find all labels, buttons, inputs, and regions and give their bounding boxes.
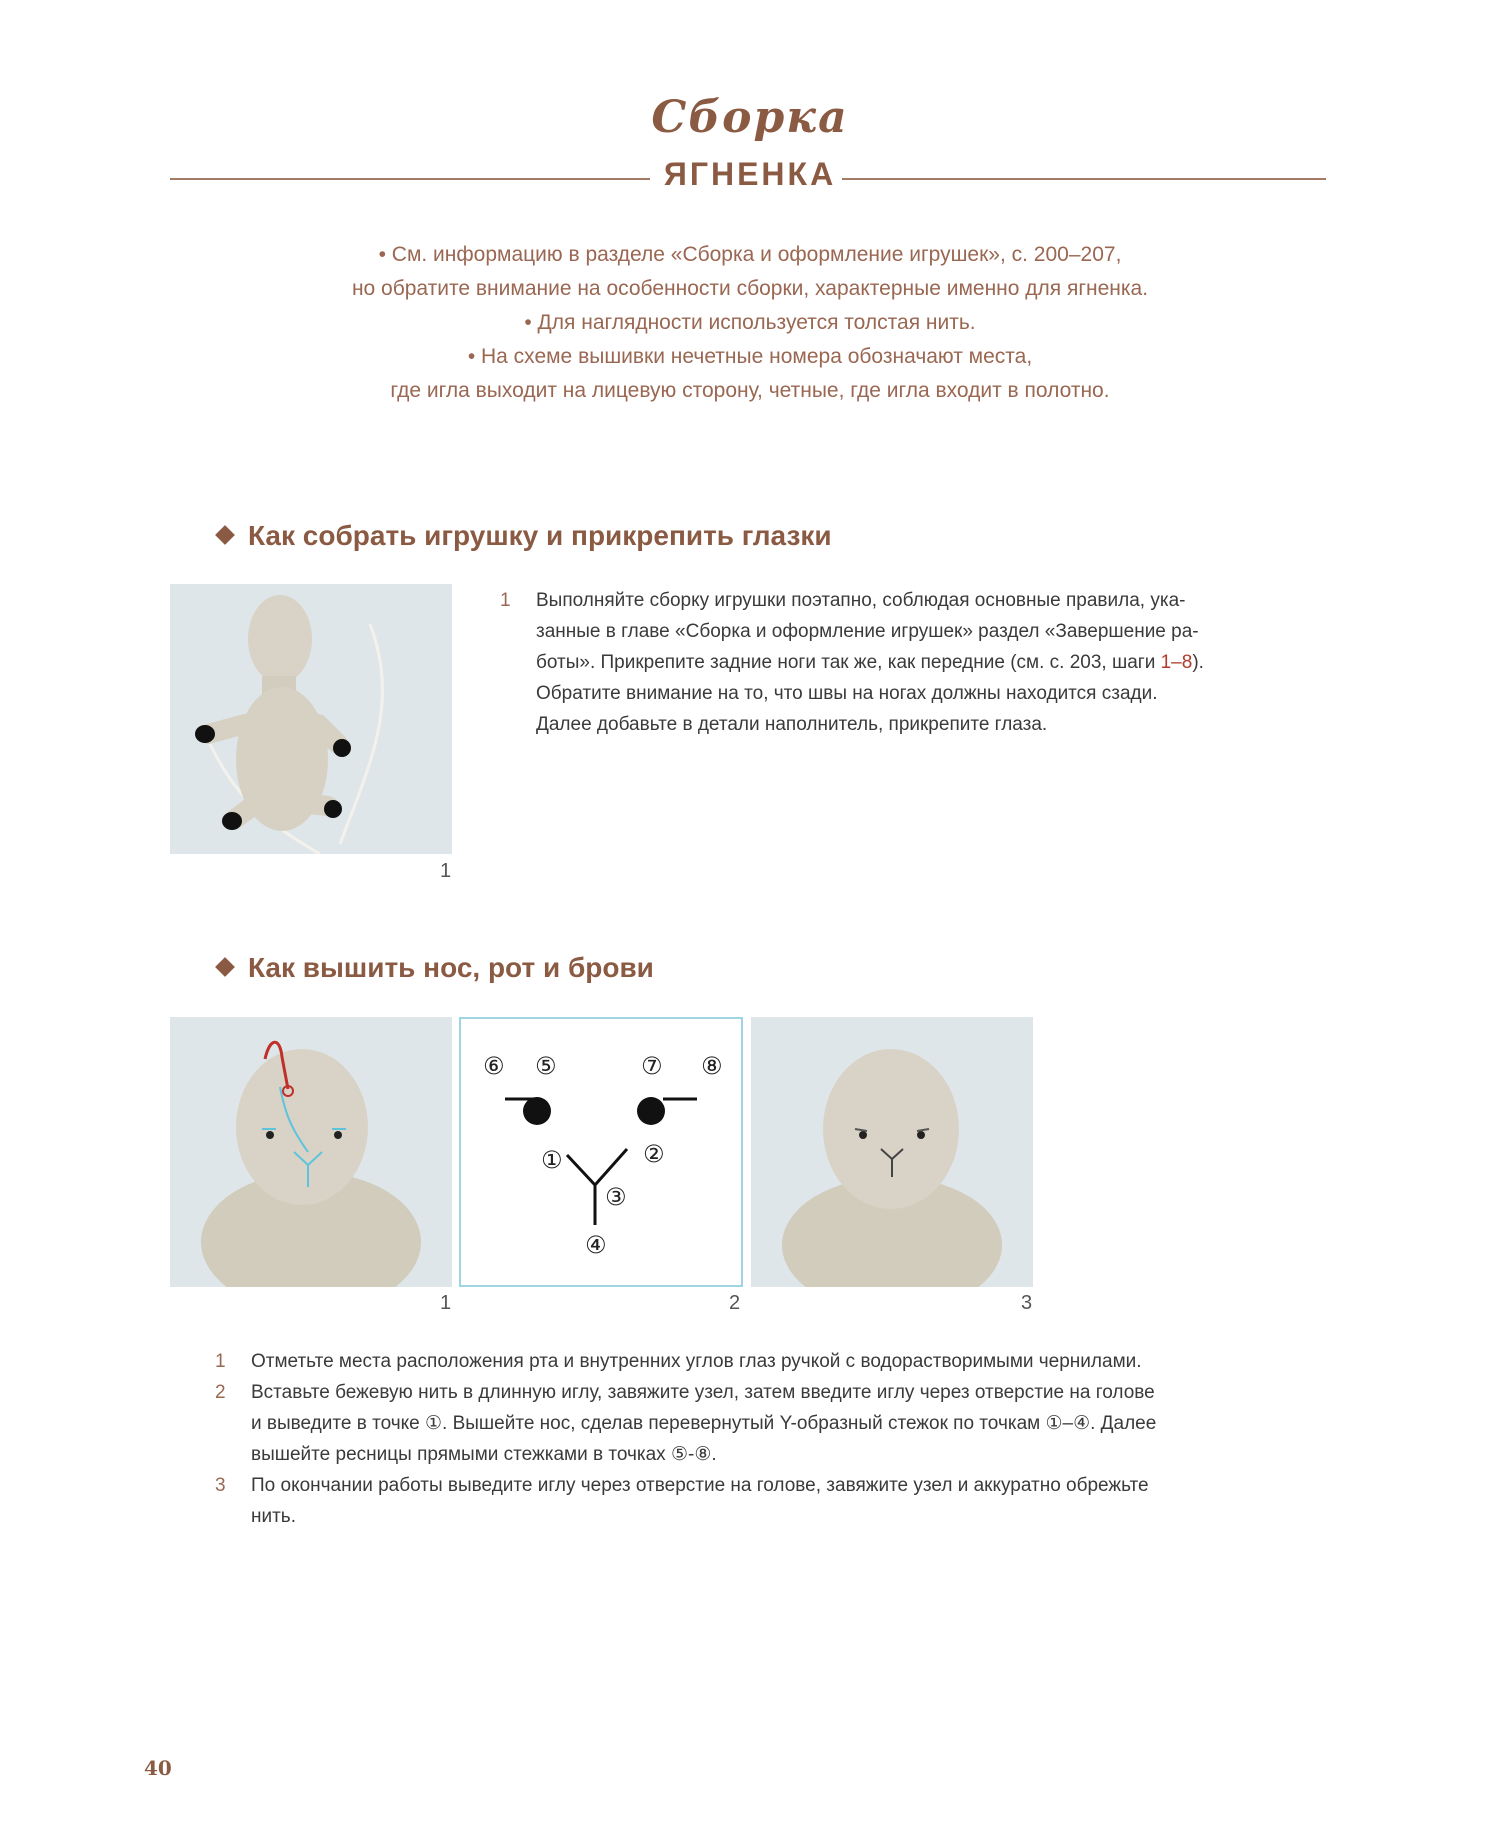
text-line: Вставьте бежевую нить в длинную иглу, завяжите узел, затем введите иглу через отверстие на голове — [251, 1382, 1155, 1403]
text-line: занные в главе «Сборка и оформление игрушек» раздел «Завершение ра- — [536, 621, 1199, 642]
diagram-point-5: ⑤ — [535, 1052, 557, 1080]
embroidery-instructions — [215, 1346, 1235, 1532]
step-number: 1 — [500, 590, 511, 611]
instruction-step — [215, 1346, 1235, 1377]
photo-caption: 1 — [440, 860, 452, 882]
section-heading-text: Как собрать игрушку и прикрепить глазки — [248, 520, 832, 551]
step-number: 2 — [215, 1382, 226, 1403]
text-line: По окончании работы выведите иглу через отверстие на голове, завяжите узел и аккуратно обрежьте — [251, 1475, 1149, 1496]
diagram-point-8: ⑧ — [701, 1052, 723, 1080]
page-title: ЯГНЕНКА — [663, 156, 837, 192]
photo-caption: 3 — [1021, 1292, 1033, 1314]
diagram-point-6: ⑥ — [483, 1052, 505, 1080]
text-line: Отметьте места расположения рта и внутренних углов глаз ручкой с водорастворимыми чернилами. — [251, 1351, 1142, 1372]
section-heading-assembly — [218, 520, 832, 552]
diagram-point-7: ⑦ — [641, 1052, 663, 1080]
text-line: боты». Прикрепите задние ноги так же, как передние (см. с. 203, шаги — [536, 652, 1161, 673]
lamb-finished-illustration — [751, 1017, 1033, 1287]
text-line: вышейте ресницы прямыми стежками в точках ⑤-⑧. — [251, 1444, 717, 1465]
diamond-bullet-icon — [215, 525, 235, 545]
diagram-point-4: ④ — [585, 1231, 607, 1259]
step-reference: 1–8 — [1160, 652, 1193, 673]
text-line: и выведите в точке ①. Вышейте нос, сделав перевернутый Y-образный стежок по точкам ①–④. Далее — [251, 1413, 1157, 1434]
text-line: Обратите внимание на то, что швы на ногах должны находится сзади. — [536, 683, 1158, 704]
lamb-body-illustration — [170, 584, 452, 854]
diagram-point-2: ② — [643, 1140, 665, 1168]
lamb-head-marked-illustration — [170, 1017, 452, 1287]
text-line: Выполняйте сборку игрушки поэтапно, соблюдая основные правила, ука- — [536, 590, 1186, 611]
script-title: Сборка — [651, 92, 849, 143]
photo-caption: 1 — [440, 1292, 452, 1314]
title-rule-right — [842, 178, 1326, 180]
intro-notes — [250, 238, 1250, 408]
diagram-point-1: ① — [541, 1146, 563, 1174]
step-number: 3 — [215, 1475, 226, 1496]
photo-caption: 2 — [729, 1292, 741, 1314]
intro-line: • См. информацию в разделе «Сборка и оформление игрушек», с. 200–207, — [378, 243, 1122, 266]
section-heading-text: Как вышить нос, рот и брови — [248, 952, 654, 983]
intro-line: • Для наглядности используется толстая нить. — [524, 311, 976, 334]
intro-line: но обратите внимание на особенности сборки, характерные именно для ягненка. — [351, 277, 1149, 300]
text-line: Далее добавьте в детали наполнитель, прикрепите глаза. — [536, 714, 1048, 735]
lamb-assembly-photo — [170, 584, 452, 854]
intro-line: где игла выходит на лицевую сторону, четные, где игла входит в полотно. — [390, 379, 1110, 402]
section-heading-embroidery — [218, 952, 654, 984]
text-line: нить. — [251, 1506, 296, 1527]
diamond-bullet-icon — [215, 957, 235, 977]
lamb-marking-photo — [170, 1017, 452, 1287]
embroidery-scheme — [459, 1017, 743, 1287]
intro-line: • На схеме вышивки нечетные номера обозначают места, — [467, 345, 1033, 368]
instruction-step — [215, 1377, 1235, 1470]
stitch-diagram — [461, 1019, 741, 1285]
diagram-point-3: ③ — [605, 1183, 627, 1211]
instruction-step — [215, 1470, 1235, 1532]
lamb-finished-face-photo — [751, 1017, 1033, 1287]
step-number: 1 — [215, 1351, 226, 1372]
text-line: ). — [1192, 652, 1204, 673]
page-number: 40 — [144, 1756, 172, 1780]
assembly-instructions — [500, 585, 1260, 740]
